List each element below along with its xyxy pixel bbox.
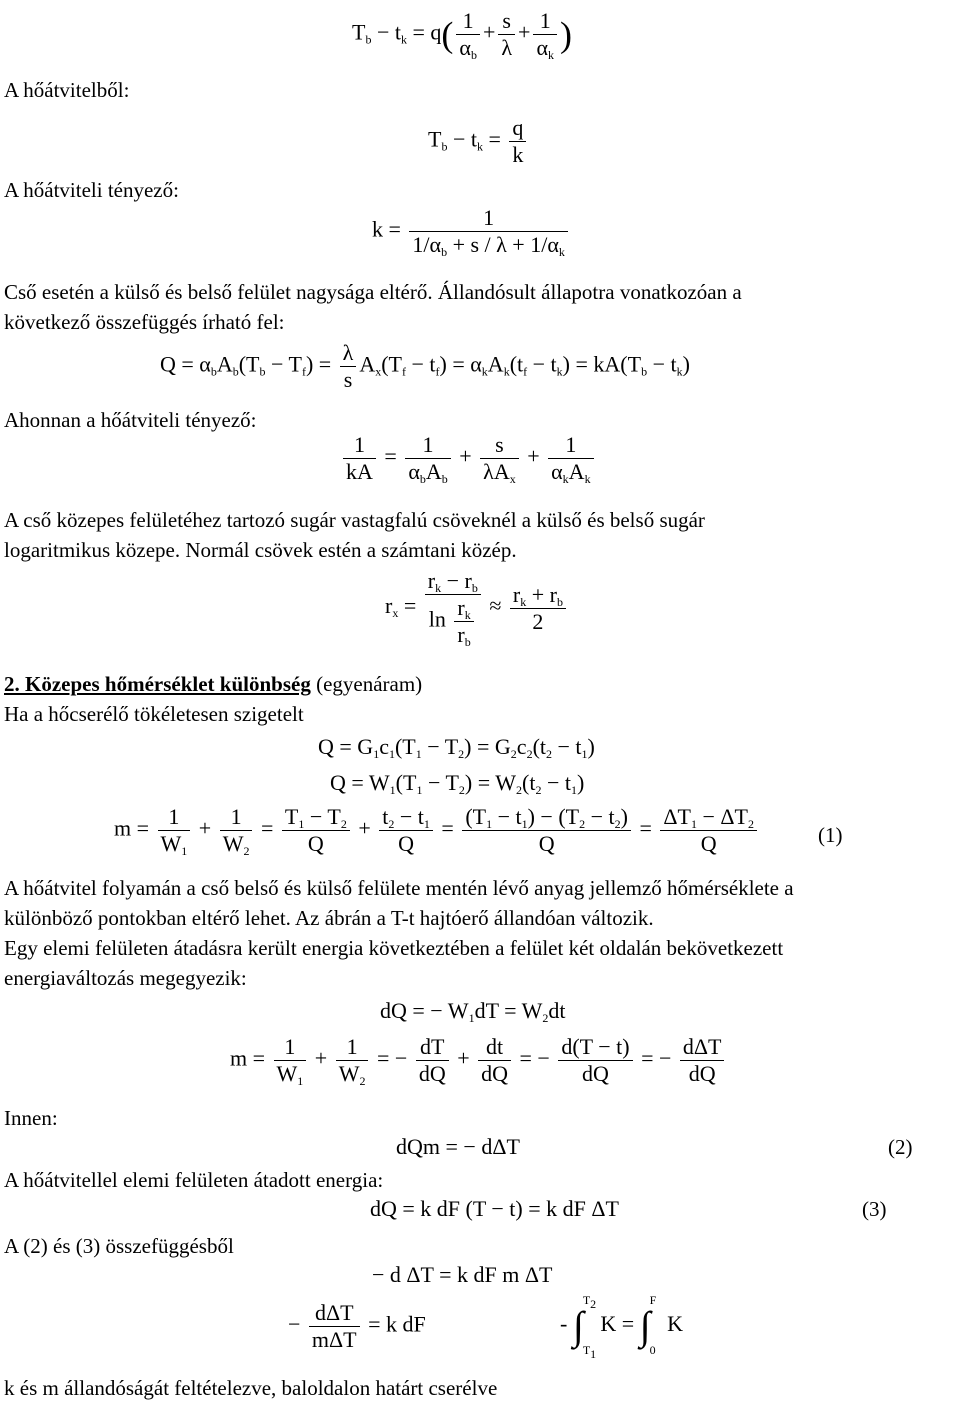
equation-heat-flow: $Q = \alpha_bA_b(T_b - T_f)$ = $\frac{\lambda}{s}$ $A_x(T_f - t_f) = \alpha_kA_k(t_f - t_k) = kA(T_b - t_k)$ bbox=[160, 340, 690, 392]
equation-energy-balance-g: $Q = G_1c_1(T_1 - T_2) = G_2c_2(t_2 - t_1)$ bbox=[318, 734, 595, 761]
equation-number: (3) bbox=[862, 1197, 887, 1221]
equation-m-definition: m = $\frac{1}{W_1}$ + $\frac{1}{W_2}$ = $\frac{T_1 - T_2}{Q}$ + $\frac{t_2 - t_1}{Q}$ = $\frac{(T_1 - t_1) - (T_2 - t_2)}{Q}$ = $\frac{\Delta T_1 - \Delta T_2}{Q}$ bbox=[114, 804, 760, 857]
text-line: Egy elemi felületen átadásra került energia következtében a felület két oldalán bekövetkezett bbox=[4, 936, 784, 960]
equation-mean-radius: $r_x$ = $r_k - r_b$ ln $\frac{r_k}{r_b}$ ≈ $\frac{r_k + r_b}{2}$ bbox=[385, 568, 569, 648]
equation-dq: dQ = − $W_1dT = W_2dt$ bbox=[380, 998, 566, 1025]
text-line: Ha a hőcserélő tökéletesen szigetelt bbox=[4, 702, 304, 726]
text-line: logaritmikus közepe. Normál csövek estén a számtani közép. bbox=[4, 538, 517, 562]
text-line: A (2) és (3) összefüggésből bbox=[4, 1234, 234, 1258]
equation-number: (2) bbox=[888, 1135, 913, 1159]
equation-dq-kdf: dQ = k dF (T − t) = k dF ΔT bbox=[370, 1196, 619, 1221]
text-line: A cső közepes felületéhez tartozó sugár vastagfalú csöveknél a külső és belső sugár bbox=[4, 508, 705, 532]
equation-q-over-k: $T_b - t_k$ = $\frac{q}{k}$ bbox=[428, 115, 529, 168]
equation-separated: − $\frac{\text{dΔT}}{\text{mΔT}}$ = k dF bbox=[288, 1300, 426, 1352]
text-line: A hőátvitellel elemi felületen átadott energia: bbox=[4, 1168, 384, 1192]
equation-tb-tk-q: $T_b - t_k = q$( $\frac{1}{\alpha_b}$ + $\frac{s}{\lambda}$ + $\frac{1}{\alpha_k}$ ) bbox=[352, 8, 572, 62]
section-heading: 2. Közepes hőmérséklet különbség (egyenáram) bbox=[4, 672, 423, 696]
text-line: következő összefüggés írható fel: bbox=[4, 310, 285, 334]
text-line: különböző pontokban eltérő lehet. Az ábrán a T-t hajtóerő állandóan változik. bbox=[4, 906, 654, 930]
text-line: energiaváltozás megegyezik: bbox=[4, 966, 247, 990]
text-line: A hőátviteli tényező: bbox=[4, 178, 179, 202]
text-line: A hőátvitelből: bbox=[4, 78, 130, 102]
text-line: Cső esetén a külső és belső felület nagysága eltérő. Állandósult állapotra vonatkozóan a bbox=[4, 280, 742, 304]
equation-integrals: - ∫ $T_2$ $T_1$ K = ∫ F 0 K bbox=[560, 1293, 684, 1361]
text-line: Innen: bbox=[4, 1106, 58, 1130]
equation-energy-balance-w: $Q = W_1(T_1 - T_2) = W_2(t_2 - t_1)$ bbox=[330, 770, 585, 797]
equation-m-differential: m = $\frac{1}{W_1}$ + $\frac{1}{W_2}$ = − $\frac{dT}{dQ}$ + $\frac{dt}{dQ}$ = − $\frac{d(T - t)}{dQ}$ = − $\frac{\text{dΔT}}{dQ}$ bbox=[230, 1034, 727, 1087]
equation-resistance-sum: $\frac{1}{kA}$ = $\frac{1}{\alpha_bA_b}$ + $\frac{s}{\lambda A_x}$ + $\frac{1}{\alpha_kA_k}$ bbox=[340, 432, 597, 485]
equation-dqm: dQm = − dΔT bbox=[396, 1134, 520, 1159]
equation-d-delta-t: − d ΔT = k dF m ΔT bbox=[372, 1262, 553, 1287]
text-line: k és m állandóságát feltételezve, baloldalon határt cserélve bbox=[4, 1376, 498, 1400]
equation-k-definition: k = $\frac{1}{1/\alpha_b + s / \lambda + 1/\alpha_k}$ bbox=[372, 205, 571, 258]
text-line: Ahonnan a hőátviteli tényező: bbox=[4, 408, 257, 432]
text-line: A hőátvitel folyamán a cső belső és külső felülete mentén lévő anyag jellemző hőmérséklete a bbox=[4, 876, 794, 900]
equation-number: (1) bbox=[818, 823, 843, 847]
